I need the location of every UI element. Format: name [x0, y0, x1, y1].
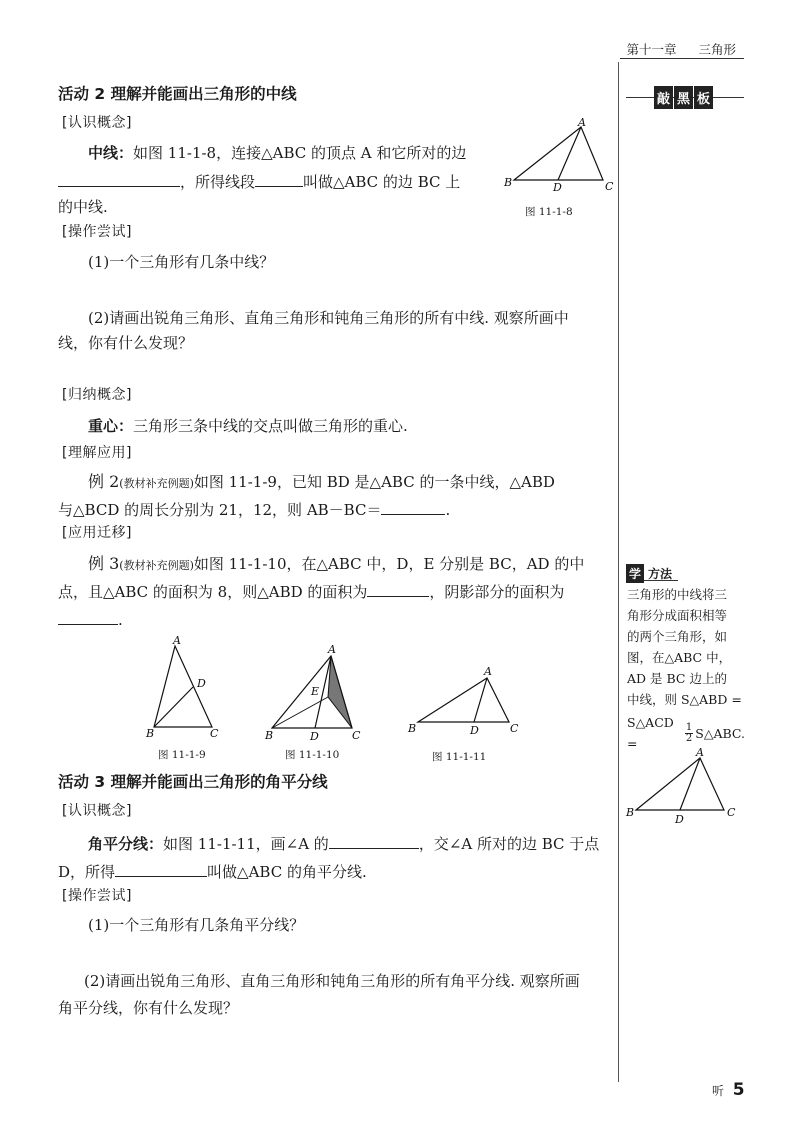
answer-blank[interactable] — [381, 500, 445, 515]
point-label-d: D — [553, 181, 562, 194]
example-2-label: 例 2 — [88, 472, 120, 491]
figure-caption: 图 11-1-8 — [525, 206, 573, 218]
fraction: $\frac{1}{2}$ — [685, 721, 693, 744]
example-3-line1: 例 3(教材补充例题)如图 11-1-10，在△ABC 中，D，E 分别是 BC，AD 的中 — [88, 554, 585, 573]
bisector-term: 角平分线： — [88, 835, 164, 853]
figure-caption: 图 11-1-11 — [432, 751, 487, 763]
vertex-label-b: B — [504, 176, 513, 189]
median-definition-line3: 的中线. — [58, 198, 108, 216]
median-ad — [558, 127, 581, 180]
figure-11-1-11 — [402, 662, 522, 740]
method-formula: S△ACD = $\frac{1}{2}$ S△ABC. — [627, 715, 745, 751]
answer-blank[interactable] — [329, 834, 419, 849]
example-2-note: (教材补充例题) — [119, 477, 194, 490]
example-3-label: 例 3 — [88, 554, 120, 573]
sidebar-banner — [626, 86, 744, 110]
example-2-line1: 例 2(教材补充例题)如图 11-1-9，已知 BD 是△ABC 的一条中线，△ABD — [88, 472, 555, 491]
method-header — [626, 564, 744, 584]
figure-11-1-10 — [262, 640, 372, 740]
vertex-label-a: A — [173, 634, 181, 647]
vertex-label-c: C — [510, 722, 519, 735]
vertex-label-b: B — [626, 806, 635, 819]
triangle-abc — [636, 758, 724, 810]
answer-blank[interactable] — [367, 582, 429, 597]
question-2-line1: (2)请画出锐角三角形、直角三角形和钝角三角形的所有角平分线. 观察所画 — [84, 972, 580, 990]
chapter-title: 三角形 — [698, 42, 736, 57]
bisector-definition-line2: D，所得 叫做△ABC 的角平分线. — [58, 863, 367, 881]
method-line: 的两个三角形，如 — [627, 629, 728, 644]
median-definition-line2: ，所得线段 叫做△ABC 的边 BC 上 — [58, 172, 460, 192]
method-line: 图，在△ABC 中， — [627, 650, 732, 665]
answer-blank[interactable] — [58, 172, 180, 187]
vertex-label-b: B — [408, 722, 417, 735]
method-badge: 学 — [626, 564, 644, 583]
tag-try: [操作尝试] — [62, 888, 132, 904]
median-definition-line1: 中线：如图 11-1-8，连接△ABC 的顶点 A 和它所对的边 — [88, 144, 467, 162]
tag-summary: [归纳概念] — [62, 387, 132, 403]
tag-try: [操作尝试] — [62, 224, 132, 240]
answer-blank[interactable] — [58, 610, 118, 625]
method-line: AD 是 BC 边上的 — [627, 671, 727, 686]
example-2-line2: 与△BCD 的周长分别为 21，12，则 AB－BC＝ . — [58, 501, 451, 519]
question-2-line2: 线，你有什么发现？ — [58, 334, 194, 352]
vertex-label-c: C — [352, 729, 361, 740]
centroid-definition: 重心：三角形三条中线的交点叫做三角形的重心. — [88, 417, 408, 435]
example-3-note: (教材补充例题) — [119, 559, 194, 572]
footer-label: 听 — [712, 1084, 725, 1098]
answer-blank[interactable] — [115, 862, 207, 877]
bisector-definition-line1: 角平分线：如图 11-1-11，画∠A 的 ，交∠A 所对的边 BC 于点 — [88, 835, 600, 853]
example-3-line3: . — [58, 610, 123, 630]
method-line: 角形分成面积相等 — [627, 608, 728, 623]
figure-11-1-9 — [140, 632, 230, 742]
activity2-title: 活动 2 理解并能画出三角形的中线 — [58, 85, 297, 103]
method-label: 方法 — [648, 567, 673, 581]
vertex-label-a: A — [328, 643, 336, 656]
page-number: 5 — [732, 1080, 745, 1100]
banner-char: 敲 — [654, 86, 673, 109]
chapter-label: 第十一章 — [626, 42, 677, 57]
triangle-abc — [418, 678, 509, 722]
question-1: (1)一个三角形有几条角平分线？ — [88, 916, 305, 934]
page-footer — [712, 1080, 745, 1100]
vertex-label-c: C — [727, 806, 736, 819]
question-2-line2: 角平分线，你有什么发现？ — [58, 999, 239, 1017]
method-line: 三角形的中线将三 — [627, 587, 728, 602]
question-1: (1)一个三角形有几条中线？ — [88, 253, 275, 271]
vertex-label-c: C — [605, 180, 614, 193]
sidebar-figure — [624, 746, 746, 826]
question-2-line1: (2)请画出锐角三角形、直角三角形和钝角三角形的所有中线. 观察所画中 — [88, 309, 569, 327]
banner-char: 黑 — [674, 86, 693, 109]
point-label-e: E — [311, 685, 320, 698]
vertex-label-b: B — [146, 727, 155, 740]
tag-apply: [理解应用] — [62, 445, 132, 461]
vertex-label-a: A — [484, 665, 492, 678]
vertex-label-b: B — [265, 729, 274, 740]
running-header — [627, 40, 737, 58]
point-label-d: D — [310, 730, 319, 740]
triangle-abc — [514, 127, 603, 180]
median-term: 中线： — [88, 144, 134, 162]
segment-be — [272, 697, 328, 728]
answer-blank[interactable] — [255, 172, 303, 187]
vertex-label-a: A — [578, 116, 586, 129]
figure-caption: 图 11-1-9 — [158, 749, 206, 761]
vertex-label-c: C — [210, 727, 219, 740]
tag-concept: [认识概念] — [62, 803, 132, 819]
banner-char: 板 — [694, 86, 713, 109]
header-rule — [620, 58, 744, 59]
activity3-title: 活动 3 理解并能画出三角形的角平分线 — [58, 773, 328, 791]
tag-concept: [认识概念] — [62, 115, 132, 131]
sidebar-divider — [618, 62, 619, 1082]
method-line: 中线，则 S△ABD = — [627, 692, 742, 707]
figure-11-1-8 — [500, 116, 620, 194]
tag-transfer: [应用迁移] — [62, 525, 132, 541]
figure-caption: 图 11-1-10 — [285, 749, 340, 761]
median-bd — [154, 687, 193, 727]
point-label-d: D — [675, 813, 684, 826]
example-3-line2: 点，且△ABC 的面积为 8，则△ABD 的面积为 ，阴影部分的面积为 — [58, 583, 565, 601]
point-label-d: D — [470, 724, 479, 737]
vertex-label-a: A — [696, 746, 704, 759]
centroid-term: 重心： — [88, 417, 134, 435]
point-label-d: D — [197, 677, 206, 690]
method-text — [627, 584, 745, 754]
